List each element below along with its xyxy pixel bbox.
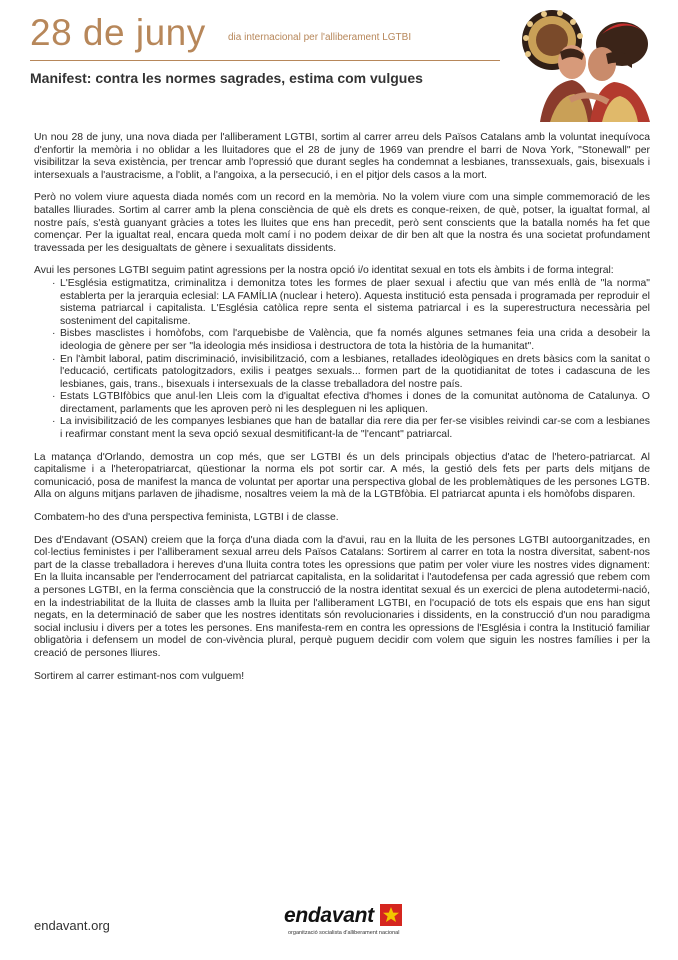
header-date: 28 de juny: [30, 12, 206, 53]
header-divider: [30, 60, 500, 61]
paragraph-combat: Combatem-ho des d'una perspectiva feminista, LGTBI i de classe.: [34, 512, 339, 524]
list-item: · La invisibilització de les companyes lesbianes que han de batallar dia rere dia per fer-se visibles reivindi car-se com a lesbianes i reafirmar constant ment la seva opció sexual desmitificant-la de "l'encant" patriarcal.: [52, 416, 650, 441]
star-icon: [380, 904, 402, 926]
aggressions-list: [34, 278, 650, 442]
logo-tagline: organització socialista d'alliberament nacional: [288, 930, 400, 936]
header-subtitle: dia internacional per l'alliberament LGTBI: [228, 32, 412, 43]
kissing-illustration: [510, 4, 668, 122]
manifesto-body: [34, 132, 650, 693]
list-item: · Estats LGTBIfòbics que anul·len Lleis com la d'igualtat efectiva d'homes i dones de la comunitat autònoma de Catalunya. O directament, parlaments que les aproven però ni les despleguen ni les apliquen.: [52, 391, 650, 416]
endavant-logo: [284, 904, 434, 944]
website-url: endavant.org: [34, 918, 110, 933]
paragraph-orlando: La matança d'Orlando, demostra un cop més, que ser LGTBI és un dels principals objectius d'atac de l'hetero-patriarcat. Al capitalisme i a l'heteropatriarcat, qüestionar la norma els pot sortir car. A més, la gestió dels fets per parts dels mitjans de comunicació, posa de manifest la manca de voluntat per aportar una perspectiva global de les problemàtiques de les persones LGTB. Alla on alguns mitjans parlaven de jihadisme, nosaltres veiem la mà de la LGTBfòbia. El patriarcat apunta i els homòfobs disparen.: [34, 451, 650, 501]
list-item: · En l'àmbit laboral, patim discriminació, invisibilització, com a lesbianes, retallades ideològiques en drets bàsics com la sanitat o l'educació, certificats patologitzadors, exilis i peatges sexuals... formen part de la quotidianitat de totes i cadascuna de les lesbianes, gais, trans., bisexuals i intersexuals de la classe treballadora del nostre país.: [52, 354, 650, 392]
paragraph-endavant: Des d'Endavant (OSAN) creiem que la força d'una diada com la d'avui, rau en la lluita de les persones LGTBI autoorganitzades, en col·lectius feministes i per l'alliberament sexual arreu dels Països Catalans: Sortirem al carrer en tota la nostra diversitat, sabent-nos part de la classe treballadora i hereves d'una lluita contra totes les opressions que patim per voler viure les nostres vides dignament: En la lluita incansable per l'enderrocament del patriarcat capitalista, en la solidaritat i l'autodefensa per cada agressió que rebem com a persones LGTBI, en la ferma consciència que la construcció de la nostra identitat sexual és un exercici de plena autodetermi-nació, en la indestriabilitat de la lluita de classes amb la lluita per l'alliberament LGTBI, en l'ocupació de tots els espais que ens han sigut negats, en la determinació de saber que les nostres identitats són revolucionaries i dissidents, en la construcció d'un nou paradigma social inclusiu i divers per a totes les persones. Ens manifesta-rem en contra les opressions de l'Església i contra la Institució familiar obligatòria i defensem un model de con-vivència plural, perquè puguem decidir com volem que siguin les nostres famílies i per la creació de persones lliures.: [34, 534, 650, 659]
paragraph-memory: Però no volem viure aquesta diada només com un record en la memòria. No la volem viure com una simple commemoració de les batalles lliurades. Sortim al carrer amb la plena consciència de què els drets es conque-reixen, de què, potser, la igualtat formal, al nostre país, s'està guanyant gràcies a totes les lluites que ens han precedit, però sent conscients que la batalla només ha fet que començar. Per la igualtat real, encara queda molt camí i no podem deixar de dir ben alt que la nostra és una societat profundament travessada per les desigualtats de gènere i sexualitats dissidents.: [34, 192, 650, 254]
closing-line: Sortirem al carrer estimant-nos com vulguem!: [34, 670, 245, 682]
paragraph-intro: Un nou 28 de juny, una nova diada per l'alliberament LGTBI, sortim al carrer arreu dels Països Catalans amb la voluntat inequívoca d'enfortir la memòria i no oblidar a les lluitadores que el 28 de juny de 1969 van prendre el barri de Nova York, "Stonewall" per visibilitzar la seva existència, per trencar amb l'opressió que durant segles ha condemnat a lesbianes, transsexuals, gais, bisexuals i intersexuals a l'austracisme, a l'oblit, a l'angoixa, a la persecució, i en el pitjor dels casos a la mort.: [34, 132, 650, 181]
list-item: · L'Església estigmatitza, criminalitza i demonitza totes les formes de plaer sexual i afectiu que van més enllà de "la norma" establerta per la jerarquia eclesial: LA FAMÍLIA (nuclear i hetero). Aquesta institució esta pensada i programada per reproduir el sistema patriarcal i capitalista. L'Església catòlica repre senta el sistema patriarcal i es la superestructura necessària pel sosteniment del capitalisme.: [52, 278, 650, 328]
list-item: · Bisbes masclistes i homòfobs, com l'arquebisbe de València, que fa només algunes setmanes feia una crida a desobeir la ideologia de gènere per ser "la ideologia més insidiosa i destructora de tota la història de la humanitat".: [52, 328, 650, 353]
paragraph-aggressions-intro: Avui les persones LGTBI seguim patint agressions per la nostra opció i/o identitat sexual en tots els àmbits i de forma integral:: [34, 265, 614, 277]
manifesto-title: Manifest: contra les normes sagrades, estima com vulgues: [30, 70, 423, 86]
logo-wordmark: endavant: [284, 904, 374, 927]
